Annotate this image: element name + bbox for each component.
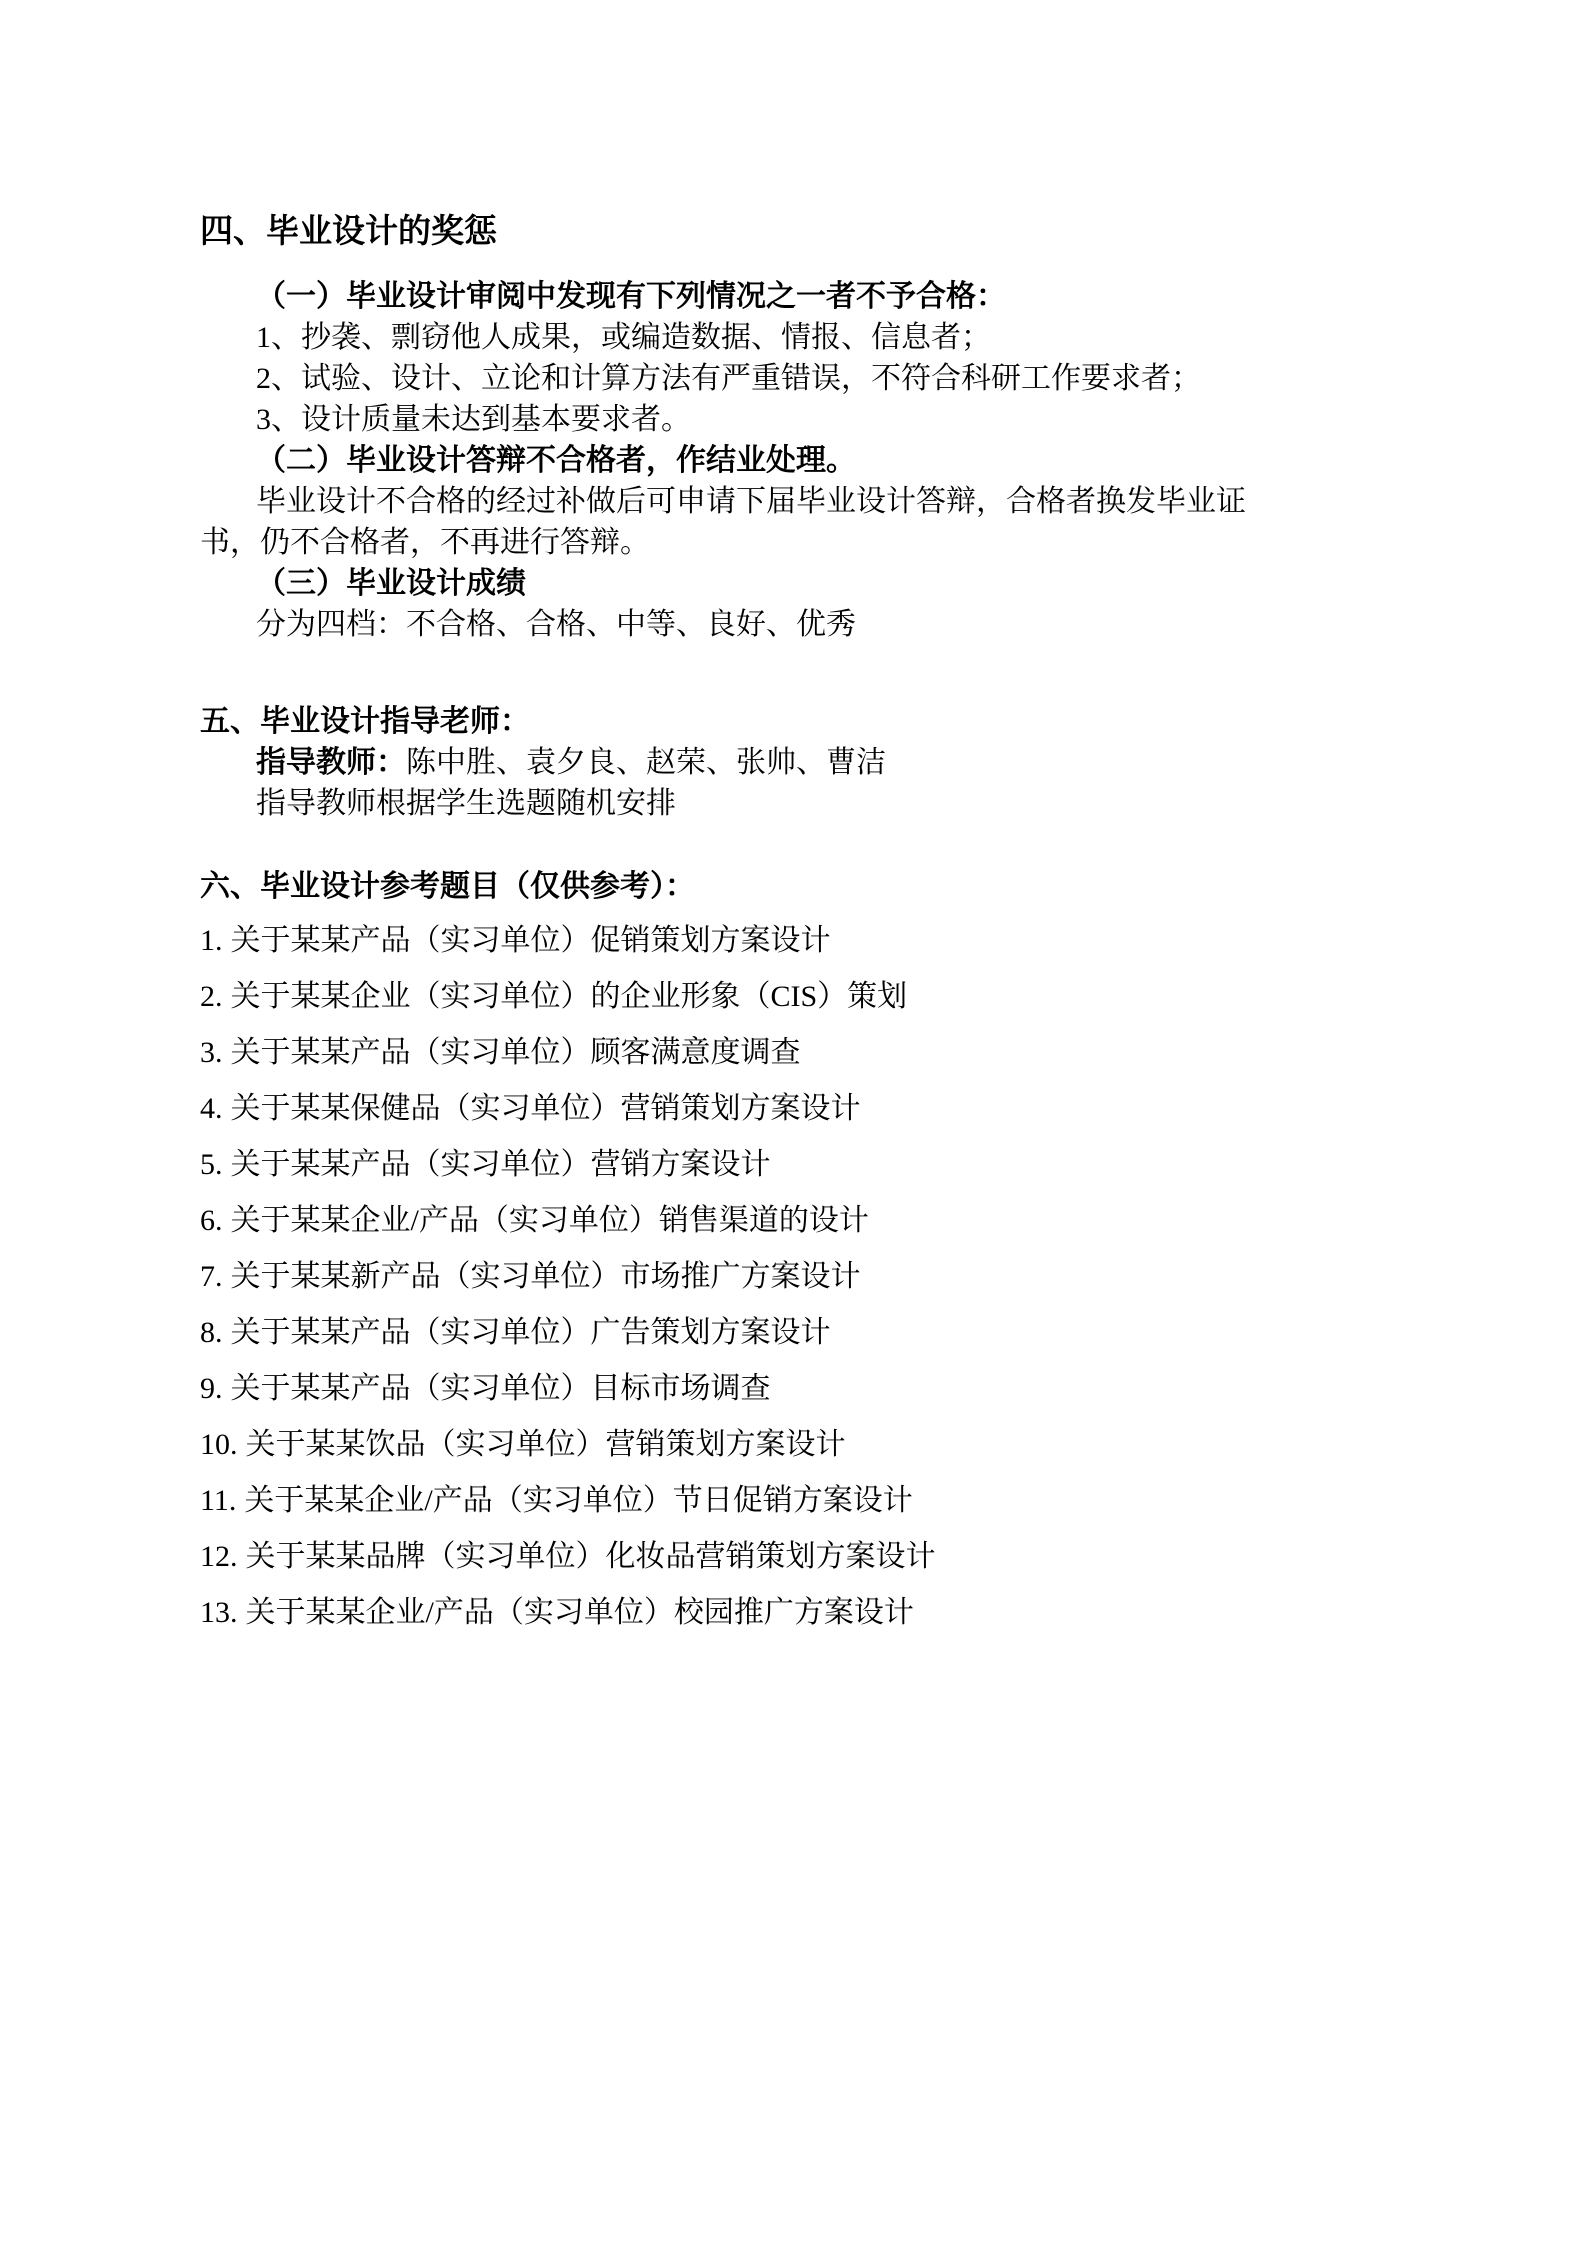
section4-sub2-paragraph-line-2: 书，仍不合格者，不再进行答辩。: [200, 526, 650, 559]
section4-sub3-heading: （三）毕业设计成绩: [256, 567, 526, 600]
topic-number: 5.: [200, 1148, 223, 1181]
topic-item-6: [200, 1193, 1437, 1249]
topics-list: [200, 913, 1437, 1641]
topic-item-2: [200, 969, 1437, 1025]
section4-heading: 四、毕业设计的奖惩: [200, 214, 497, 250]
topic-item-10: [200, 1417, 1437, 1473]
advisors-line: [256, 742, 1437, 783]
topic-item-13: [200, 1585, 1437, 1641]
topic-text: 关于某某企业/产品（实习单位）销售渠道的设计: [230, 1204, 869, 1237]
topic-number: 1.: [200, 924, 223, 957]
topic-item-11: [200, 1473, 1437, 1529]
topic-item-4: [200, 1081, 1437, 1137]
topic-text: 关于某某饮品（实习单位）营销策划方案设计: [245, 1428, 846, 1461]
section4-sub2-heading: （二）毕业设计答辩不合格者，作结业处理。: [256, 444, 856, 477]
topic-text: 关于某某企业/产品（实习单位）节日促销方案设计: [244, 1484, 913, 1517]
topic-number: 9.: [200, 1372, 223, 1405]
topic-item-3: [200, 1025, 1437, 1081]
topic-number: 6.: [200, 1204, 223, 1237]
section4-sub2-paragraph-line-1: 毕业设计不合格的经过补做后可申请下届毕业设计答辩，合格者换发毕业证: [256, 485, 1246, 518]
section5-heading: 五、毕业设计指导老师：: [200, 705, 530, 738]
section4-sub1-item-1: 1、抄袭、剽窃他人成果，或编造数据、情报、信息者；: [256, 321, 991, 354]
topic-text: 关于某某企业（实习单位）的企业形象（CIS）策划: [230, 980, 908, 1013]
topic-text: 关于某某保健品（实习单位）营销策划方案设计: [230, 1092, 861, 1125]
topic-number: 3.: [200, 1036, 223, 1069]
topic-text: 关于某某产品（实习单位）顾客满意度调查: [230, 1036, 801, 1069]
section4-sub1-item-3: 3、设计质量未达到基本要求者。: [256, 403, 691, 436]
topic-item-5: [200, 1137, 1437, 1193]
topic-text: 关于某某品牌（实习单位）化妆品营销策划方案设计: [245, 1540, 936, 1573]
topic-number: 11.: [200, 1484, 237, 1517]
topic-item-12: [200, 1529, 1437, 1585]
topic-number: 4.: [200, 1092, 223, 1125]
section4-sub3-body: 分为四档：不合格、合格、中等、良好、优秀: [256, 608, 856, 641]
advisor-label: 指导教师：: [256, 746, 406, 779]
topic-item-9: [200, 1361, 1437, 1417]
topic-number: 7.: [200, 1260, 223, 1293]
topic-text: 关于某某产品（实习单位）营销方案设计: [230, 1148, 771, 1181]
topic-number: 10.: [200, 1428, 238, 1461]
section6-heading: 六、毕业设计参考题目（仅供参考）：: [200, 870, 695, 903]
topic-text: 关于某某产品（实习单位）促销策划方案设计: [230, 924, 831, 957]
section4-sub1-heading: （一）毕业设计审阅中发现有下列情况之一者不予合格：: [256, 280, 1006, 313]
topic-item-7: [200, 1249, 1437, 1305]
topic-number: 12.: [200, 1540, 238, 1573]
section4-sub1-item-2: 2、试验、设计、立论和计算方法有严重错误，不符合科研工作要求者；: [256, 362, 1201, 395]
topic-number: 2.: [200, 980, 223, 1013]
topic-number: 8.: [200, 1316, 223, 1349]
topic-text: 关于某某企业/产品（实习单位）校园推广方案设计: [245, 1596, 914, 1629]
topic-number: 13.: [200, 1596, 238, 1629]
topic-item-8: [200, 1305, 1437, 1361]
topic-item-1: [200, 913, 1437, 969]
topic-text: 关于某某产品（实习单位）广告策划方案设计: [230, 1316, 831, 1349]
advisor-note: 指导教师根据学生选题随机安排: [256, 787, 676, 820]
advisor-names: 陈中胜、袁夕良、赵荣、张帅、曹洁: [406, 746, 886, 779]
topic-text: 关于某某新产品（实习单位）市场推广方案设计: [230, 1260, 861, 1293]
topic-text: 关于某某产品（实习单位）目标市场调查: [230, 1372, 771, 1405]
